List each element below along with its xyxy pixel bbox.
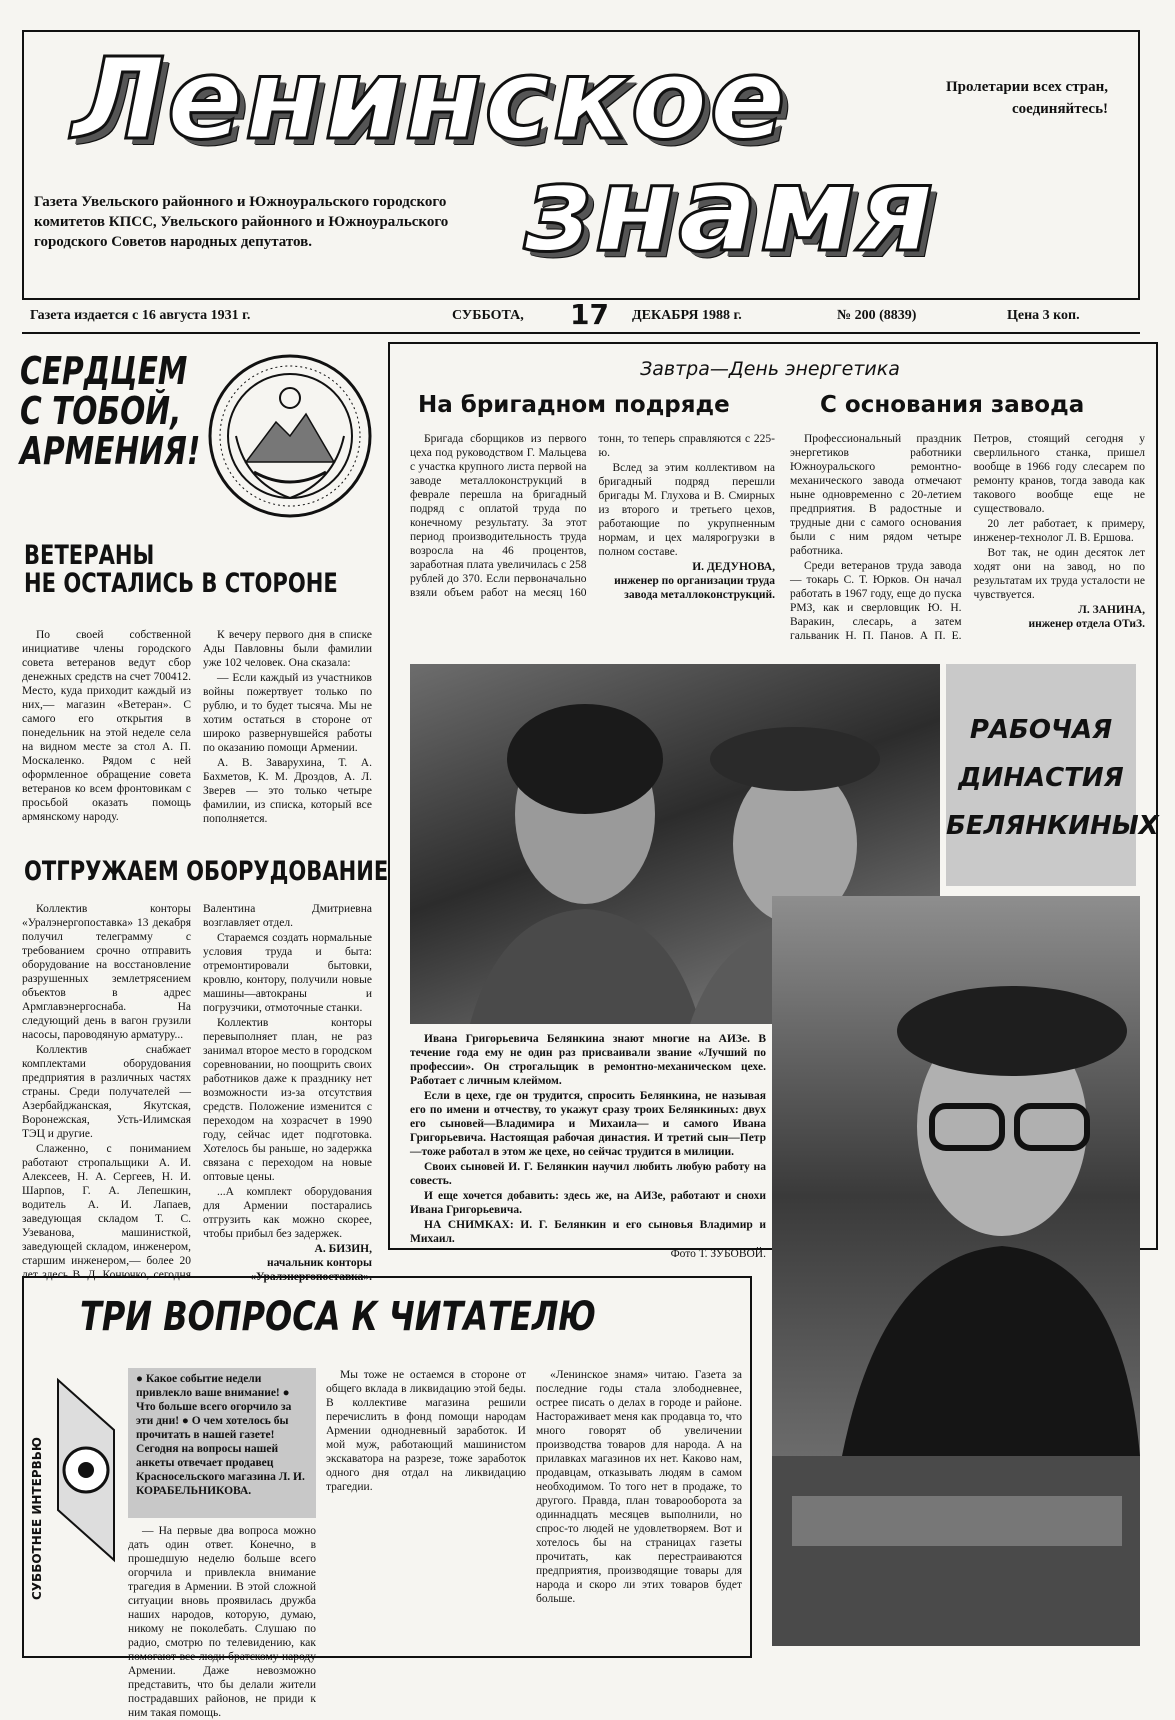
armenia-headline-3: АРМЕНИЯ! [20, 428, 201, 473]
publisher-info: Газета Увельского районного и Южноуральского городского комитетов КПСС, Увельского районного и Южноуральского городского Советов народных депутатов. [34, 194, 449, 250]
questions-p3: «Ленинское знамя» читаю. Газета за последние годы стала злободневнее, острее писать о делах в городе и районе. Настораживает меня как продавца то, что много говорят об увеличении производства товаров для народа. А на прилавках магазинов их нет. Каково нам, продавцам, отказывать людям в самом необходимом. То того нет в продаже, то другого. Правда, план товарооборота за одиннадцать месяцев выполнили, но спрос-то людей не удовлетворяем. Вот и хотелось бы на страницах газеты прочитать, как перестраиваются предприятия, производящие товары для народа и скоро ли этих товаров будет больше. [536, 1369, 742, 1605]
equipment-p6: ...А комплект оборудования для Армении постарались отгрузить как можно скорее, чтобы прибыл без задержек. [203, 1186, 372, 1240]
founding-p3: 20 лет работает, к примеру, инженер-технолог Л. В. Ершова. [973, 518, 1145, 544]
brigade-headline: На бригадном подряде [418, 392, 730, 418]
price: Цена 3 коп. [1007, 308, 1080, 323]
dynasty-line2: ДИНАСТИЯ [958, 763, 1124, 793]
slogan-line2: соединяйтесь! [1011, 101, 1108, 117]
dynasty-article [410, 1032, 766, 1261]
masthead [22, 30, 1140, 300]
questions-p1: — На первые два вопроса можно дать один ответ. Конечно, в прошедшую неделю больше всего огорчила и привлекла внимание трагедия в Армении. В этой сложной ситуации вновь проявилась дружба наших народов, которую, думаю, никому не поколебать. Слушаю по радио, смотрю по телевидению, как помогают все люди братскому народу Армении. Даже невозможно представить, что бы делали жители пострадавших районов, не приди к ним такая помощь. [128, 1525, 316, 1719]
founding-signature-1: Л. ЗАНИНА, [1078, 604, 1145, 616]
questions-answer-2 [326, 1368, 526, 1648]
dynasty-line3: БЕЛЯНКИНЫХ [946, 811, 1159, 841]
founding-article [790, 432, 1145, 662]
veterans-headline-1: ВЕТЕРАНЫ [24, 540, 155, 571]
brigade-signature-1: И. ДЕДУНОВА, [692, 561, 775, 573]
day-number: 17 [570, 298, 609, 331]
armenia-headline-2: С ТОБОЙ, [20, 388, 182, 433]
veterans-headline-2: НЕ ОСТАЛИСЬ В СТОРОНЕ [24, 568, 338, 600]
issue-number: № 200 (8839) [837, 308, 917, 323]
equipment-p1: Коллектив конторы «Уралэнергопоставка» 13 декабря получил телеграмму с требованием срочно отправить оборудование на восстановление разрушенных землетрясением объектов в адрес Армглавэнергоснаба. На следующий день в вагон грузили насосы, пароводяную арматуру... [22, 903, 191, 1041]
veterans-article [22, 628, 372, 842]
weekday: СУББОТА, [452, 308, 524, 323]
equipment-headline-block [24, 856, 389, 887]
armenian-ssr-emblem-icon [206, 352, 374, 520]
equipment-headline: ОТГРУЖАЕМ ОБОРУДОВАНИЕ [24, 856, 389, 887]
month-year: ДЕКАБРЯ 1988 г. [632, 308, 742, 323]
equipment-signature-1: А. БИЗИН, [314, 1243, 372, 1255]
equipment-p4: Стараемся создать нормальные условия труда и быта: отремонтировали бытовки, кровлю, контору, получили новые машины—автокраны и погрузчики, отмоточные станки. [203, 932, 372, 1014]
founding-headline: С основания завода [820, 392, 1085, 418]
newspaper-title-line1: Ленинское [72, 35, 788, 165]
dynasty-p3: Своих сыновей И. Г. Белянкин научил любить любую работу на совесть. [410, 1161, 766, 1187]
founding-p4: Вот так, не один десяток лет ходят они на завод, но по результатам их труда усталости не чувствуется. [973, 547, 1145, 601]
veterans-p1: По своей собственной инициативе члены городского совета ветеранов ведут сбор денежных средств на счет 700412. Место, куда приходит каждый из них,— магазин «Ветеран». С самого его открытия в понедельник на этой неделе села на видном месте за стол А. П. Москаленко. Рядом с ней оформленное обращение совета ветеранов ко всем фронтовикам с просьбой оказать помощь армянскому народу. [22, 629, 191, 823]
equipment-article [22, 902, 372, 1286]
brigade-signature-2: инженер по организации труда завода металлоконструкций. [614, 575, 775, 601]
questions-answer-3 [536, 1368, 742, 1648]
dateline [22, 298, 1140, 332]
founding-signature-2: инженер отдела ОТиЗ. [1028, 618, 1145, 630]
armenia-headline-1: СЕРДЦЕМ [20, 349, 188, 393]
veterans-p2: К вечеру первого дня в списке Ады Павловны были фамилии уже 102 человек. Она сказала: [203, 629, 372, 669]
equipment-p3: Слаженно, с пониманием работают стропальщики А. И. Алексеев, Н. А. Сергеев, Н. И. Шарпов, Г. А. Лепешкин, водитель А. И. Лапаев, заведующая складом Т. С. Узеванова, машинисткой, заведующей складом, инженером, старшим инженером,— более 20 лет здесь В. Д. Конючко, сегодня Валентина Дмитриевна возглавляет отдел. [22, 903, 372, 1281]
questions-answer-1 [128, 1524, 316, 1719]
questions-intro-box: ● Какое событие недели привлекло ваше внимание! ● Что больше всего огорчило за эти дни! ● О чем хотелось бы прочитать в нашей газете! Сегодня на вопросы нашей анкеты отвечает продавец Красносельского магазина Л. И. КОРАБЕЛЬНИКОВА. [128, 1368, 316, 1518]
veterans-headline [24, 542, 364, 599]
dynasty-p1: Ивана Григорьевича Белянкина знают многие на АИЗе. В течение года ему не один раз присваивали звание «Лучший по профессии». Он строгальщик в ремонтно-механическом цехе. Работает с личным клеймом. [410, 1033, 766, 1087]
equipment-signature-2: начальник конторы «Уралэнергопоставка». [250, 1257, 372, 1283]
photo-father-at-machine [772, 896, 1140, 1646]
questions-headline: ТРИ ВОПРОСА К ЧИТАТЕЛЮ [80, 1294, 596, 1340]
equipment-p5: Коллектив конторы перевыполняет план, не раз занимал второе место в городском соревновании, но поощрить своих работников даже к празднику нет возможности из-за отсутствия средств. Положение изменится с переходом на хозрасчет в 1990 году, сейчас идет подготовка. Хотелось бы раньше, но задержка связана с переходом на новые оптовые цены. [203, 1017, 372, 1183]
brigade-p1: Бригада сборщиков из первого цеха под руководством Г. Мальцева с участка крупного листа первой на заводе металлоконструкций в феврале перешла на бригадный подряд с оплатой труда по конечному результату. За этот период производительность труда возросла на 46 процентов, заработная плата увеличилась с 258 рублей до 370. Если первоначально взяли объем работ на месяц 160 тонн, то теперь справляются с 225-ю. [410, 433, 775, 599]
brigade-article [410, 432, 775, 662]
dynasty-line1: РАБОЧАЯ [969, 715, 1113, 745]
equipment-p2: Коллектив снабжает комплектами оборудования предприятия в различных частях страны. Среди получателей — Азербайджанская, Якутская, Воронежская, Усть-Илимская ТЭЦ и другие. [22, 1044, 191, 1140]
slogan-line1: Пролетарии всех стран, [946, 79, 1108, 95]
founding-p2: Среди ветеранов труда завода — токарь С. Т. Юрков. Он начал работать в 1967 году, еще до пуска РМЗ, как и сверловщик Ю. Н. Варакин, слесарь, а затем гальваник Н. П. Панов. А П. Е. Петров, стоящий сегодня у сверлильного станка, пришел вообще в 1966 году слесарем по ремонту кранов, тогда завода как такового вообще еще не существовало. [790, 433, 1145, 642]
dynasty-p2: Если в цехе, где он трудится, спросить Белянкина, не называя его по имени и отчеству, то укажут сразу троих Белянкиных: двух его сыновей—Владимира и Михаила— и самого Ивана Григорьевича. Настоящая рабочая династия. И третий сын—Петр—тоже работал в этом же цехе, но сейчас трудится в милиции. [410, 1090, 766, 1158]
dynasty-p4: И еще хочется добавить: здесь же, на АИЗе, работают и снохи Ивана Григорьевича. [410, 1190, 766, 1216]
veterans-p4: А. В. Заварухина, Т. А. Бахметов, К. М. Дроздов, А. Л. Зверев — это только четыре фамилии, из списка, который все пополняется. [203, 757, 372, 825]
dateline-rule [22, 332, 1140, 334]
dynasty-panel [946, 664, 1159, 886]
side-label: СУББОТНЕЕ ИНТЕРВЬЮ [30, 1437, 44, 1600]
veterans-p3: — Если каждый из участников войны пожертвует только по рублю, и то будет тысяча. Мы не хотим остаться в стороне от широко развернувшейся работы по оказанию помощи Армении. [203, 672, 372, 754]
armenia-headline [20, 349, 210, 473]
telephone-icon [48, 1370, 124, 1570]
questions-p2: Мы тоже не остаемся в стороне от общего вклада в ликвидацию этой беды. В коллективе магазина решили перечислить в фонд помощи народам Армении однодневный заработок. И мой муж, работающий машинистом экскаватора на разрезе, тоже заработок одного дня отдал на ликвидацию трагедии. [326, 1369, 526, 1493]
photo-credit: Фото Т. ЗУБОВОЙ. [670, 1248, 766, 1260]
founded-since: Газета издается с 16 августа 1931 г. [30, 308, 251, 323]
photo-caption: НА СНИМКАХ: И. Г. Белянкин и его сыновья Владимир и Михаил. [410, 1219, 766, 1245]
brigade-p2: Вслед за этим коллективом на бригадный подряд перешли бригады М. Глухова и В. Смирных из второго и третьего цехов, работающие по укрупненным нормам, и цех малярогрузки в полном составе. [598, 462, 775, 558]
founding-p1: Профессиональный праздник энергетиков работники Южноуральского ремонтно-механического завода отмечают ныне одновременно с 20-летием предприятия. В радостные и трудные дни с самого основания были с ним рядом четыре работника. [790, 433, 962, 557]
slogan [946, 76, 1108, 120]
newspaper-title-line2: знамя [524, 140, 936, 278]
energy-kicker: Завтра—День энергетика [640, 358, 900, 380]
